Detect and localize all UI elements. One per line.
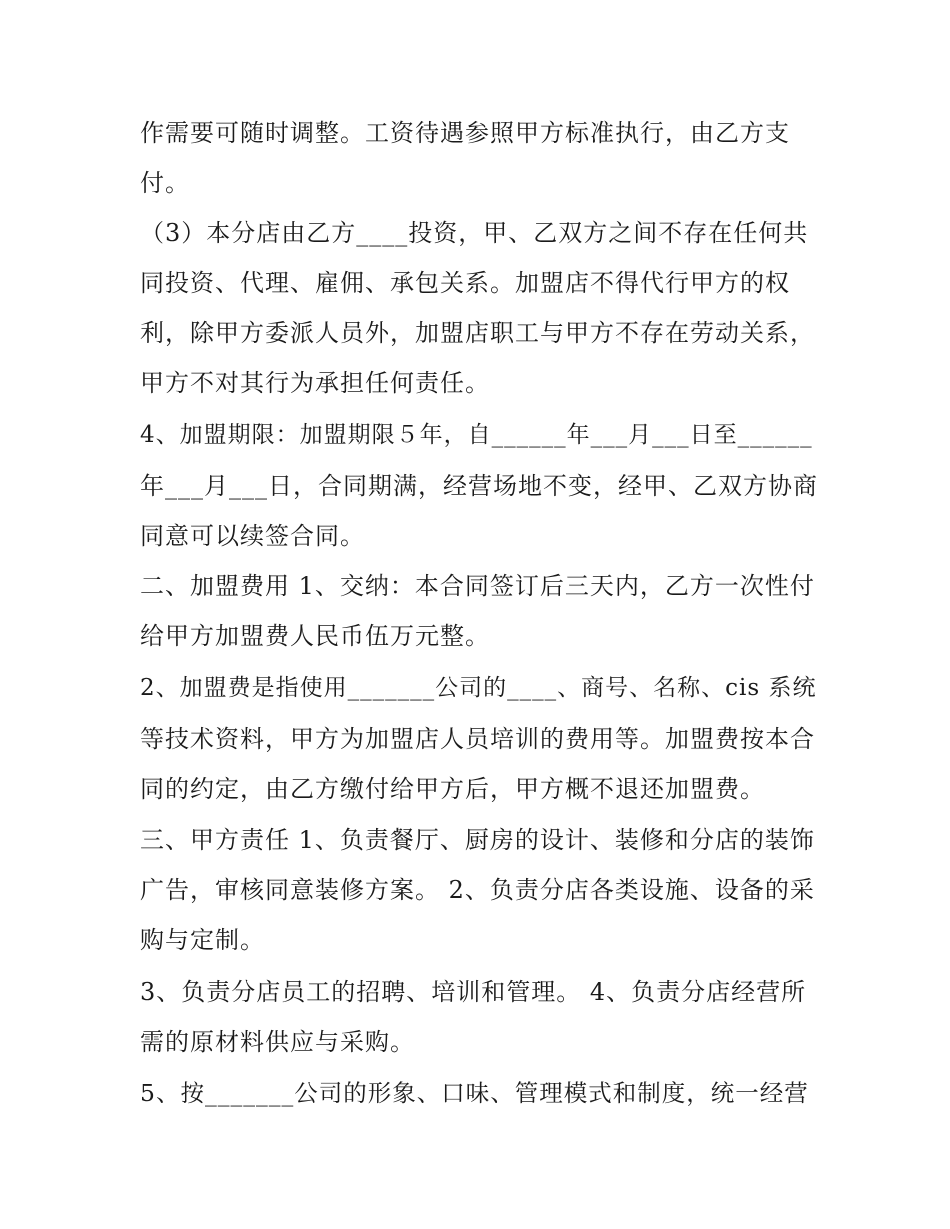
text-line: 5、按_______公司的形象、口味、管理模式和制度，统一经营 bbox=[140, 1079, 809, 1107]
text-line: 同投资、代理、雇佣、承包关系。加盟店不得代行甲方的权 bbox=[140, 269, 790, 297]
text-line: 甲方不对其行为承担任何责任。 bbox=[140, 369, 490, 397]
text-line: 4、加盟期限：加盟期限５年，自______年___月___日至______ bbox=[140, 422, 813, 448]
text-line: 3、负责分店员工的招聘、培训和管理。 4、负责分店经营所 bbox=[140, 978, 807, 1006]
text-line: 广告，审核同意装修方案。 2、负责分店各类设施、设备的采 bbox=[140, 876, 815, 904]
text-line: 购与定制。 bbox=[140, 926, 265, 954]
text-line: 需的原材料供应与采购。 bbox=[140, 1028, 415, 1056]
text-line: 2、加盟费是指使用_______公司的____、商号、名称、cis 系统 bbox=[140, 675, 817, 701]
text-line: 利，除甲方委派人员外，加盟店职工与甲方不存在劳动关系， bbox=[140, 319, 815, 347]
text-line: 同的约定，由乙方缴付给甲方后，甲方概不退还加盟费。 bbox=[140, 775, 765, 803]
text-line: 二、加盟费用 1、交纳：本合同签订后三天内，乙方一次性付 bbox=[140, 572, 815, 600]
text-line: 年___月___日，合同期满，经营场地不变，经甲、乙双方协商 bbox=[140, 472, 818, 500]
text-line: （3）本分店由乙方____投资，甲、乙双方之间不存在任何共 bbox=[140, 219, 809, 247]
text-line: 作需要可随时调整。工资待遇参照甲方标准执行，由乙方支 bbox=[140, 119, 790, 147]
text-line: 等技术资料，甲方为加盟店人员培训的费用等。加盟费按本合 bbox=[140, 725, 815, 753]
text-line: 付。 bbox=[140, 169, 190, 197]
text-line: 同意可以续签合同。 bbox=[140, 522, 365, 550]
text-line: 给甲方加盟费人民币伍万元整。 bbox=[140, 622, 490, 650]
text-line: 三、甲方责任 1、负责餐厅、厨房的设计、装修和分店的装饰 bbox=[140, 826, 815, 854]
